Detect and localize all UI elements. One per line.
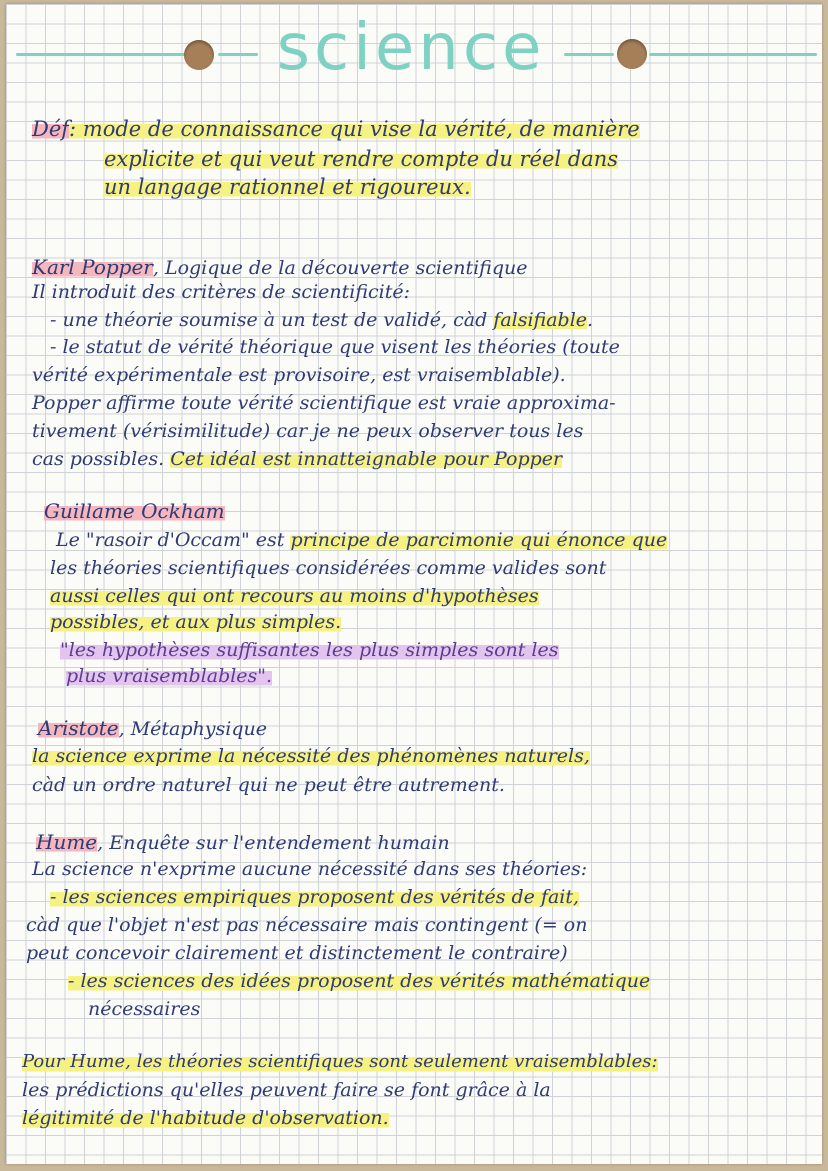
conclusion-line-3: légitimité de l'habitude d'observation. [22, 1107, 389, 1129]
aristote-heading [38, 716, 267, 741]
hume-line-6: nécessaires [88, 998, 201, 1020]
ockham-quote-1: "les hypothèses suffisantes les plus simples sont les [60, 639, 559, 661]
popper-falsifiable: falsifiable [493, 309, 588, 331]
popper-line-2 [50, 308, 593, 332]
notebook-page [6, 4, 822, 1164]
ockham-line-1-text: Le "rasoir d'Occam" est [56, 529, 291, 551]
popper-line-1: Il introduit des critères de scientificité: [32, 281, 411, 303]
popper-line-7 [32, 447, 562, 471]
ockham-principle: principe de parcimonie qui énonce que [290, 529, 668, 551]
title-rule-left [16, 53, 186, 56]
title-rule-left-short [218, 53, 258, 56]
conclusion-line-2: les prédictions qu'elles peuvent faire se font grâce à la [22, 1079, 551, 1101]
hume-line-1: La science n'exprime aucune nécessité dans ses théories: [32, 858, 588, 880]
definition-label: Déf [32, 117, 70, 141]
hume-author: Hume [36, 830, 98, 854]
hume-line-2: - les sciences empiriques proposent des vérités de fait, [50, 886, 580, 908]
page-title: science [276, 11, 546, 85]
ockham-line-4: possibles, et aux plus simples. [50, 611, 342, 633]
title-rule-right [649, 53, 817, 56]
binder-hole-right [617, 39, 647, 69]
hume-heading [36, 830, 450, 855]
popper-line-3: - le statut de vérité théorique que visent les théories (toute [50, 336, 620, 358]
aristote-line-2: càd un ordre naturel qui ne peut être autrement. [32, 774, 505, 796]
popper-line-2-end: . [587, 309, 594, 331]
binder-hole-left [184, 40, 214, 70]
popper-ideal: Cet idéal est innatteignable pour Popper [170, 448, 563, 470]
popper-work: , Logique de la découverte scientifique [152, 257, 528, 279]
hume-work: , Enquête sur l'entendement humain [97, 832, 450, 854]
definition-text-1: : mode de connaissance qui vise la vérité, de manière [69, 117, 640, 141]
popper-line-4: vérité expérimentale est provisoire, est vraisemblable). [32, 364, 566, 386]
hume-line-5: - les sciences des idées proposent des vérités mathématique [68, 970, 651, 992]
ockham-line-2: les théories scientifiques considérées comme valides sont [50, 557, 607, 579]
definition-line-1 [32, 117, 640, 141]
ockham-line-1 [56, 528, 667, 552]
aristote-author: Aristote [38, 716, 119, 740]
popper-line-2-text: - une théorie soumise à un test de validé, càd [50, 309, 494, 331]
definition-line-3: un langage rationnel et rigoureux. [104, 175, 471, 199]
conclusion-line-1: Pour Hume, les théories scientifiques sont seulement vraisemblables: [22, 1051, 658, 1072]
definition-line-2: explicite et qui veut rendre compte du réel dans [104, 147, 619, 171]
hume-line-4: peut concevoir clairement et distinctement le contraire) [26, 942, 568, 964]
popper-author: Karl Popper [32, 255, 153, 279]
aristote-work: , Métaphysique [118, 718, 267, 740]
popper-line-7-text: cas possibles. [32, 448, 171, 470]
aristote-line-1: la science exprime la nécessité des phénomènes naturels, [32, 745, 590, 767]
popper-line-6: tivement (vérisimilitude) car je ne peux observer tous les [32, 420, 584, 442]
title-rule-right-short [564, 53, 614, 56]
ockham-line-3: aussi celles qui ont recours au moins d'hypothèses [50, 585, 539, 607]
popper-heading [32, 255, 528, 280]
popper-line-5: Popper affirme toute vérité scientifique est vraie approxima- [32, 392, 616, 414]
ockham-author: Guillame Ockham [44, 499, 225, 523]
ockham-quote-2: plus vraisemblables". [66, 665, 273, 687]
hume-line-3: càd que l'objet n'est pas nécessaire mais contingent (= on [26, 914, 588, 936]
